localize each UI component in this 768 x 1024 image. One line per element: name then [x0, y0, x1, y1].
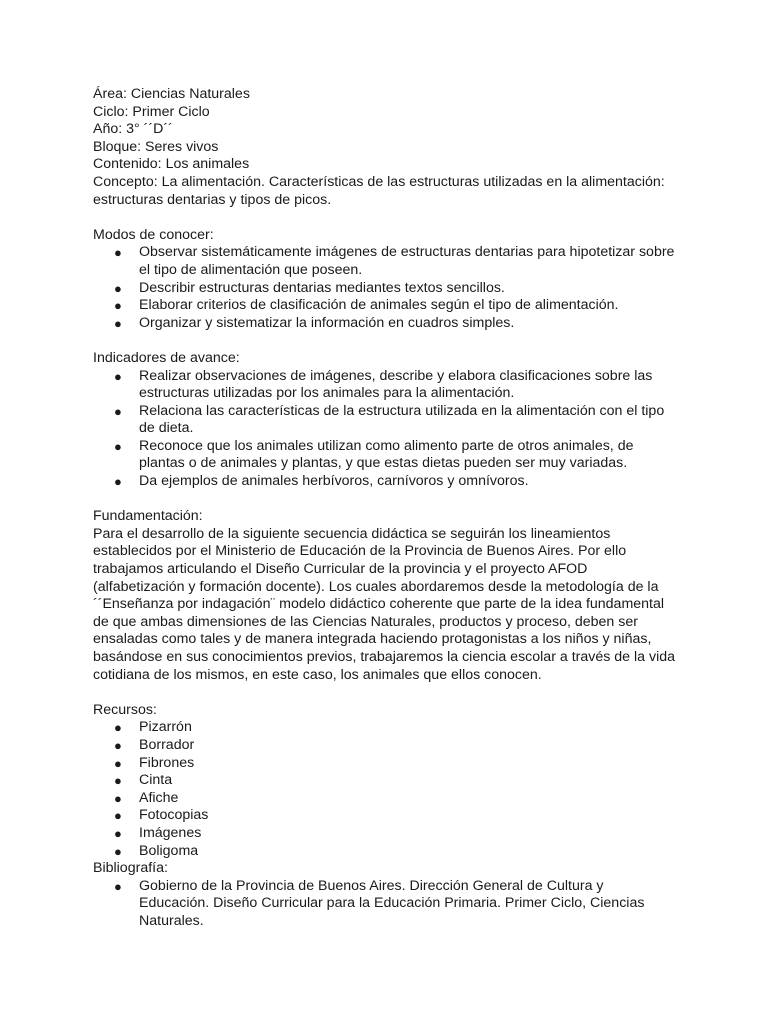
list-item-text: Fotocopias — [139, 807, 209, 824]
list-item-text: Realizar observaciones de imágenes, describe y elabora clasificaciones sobre las — [139, 367, 653, 384]
bullet-icon: ● — [114, 403, 122, 419]
bullet-icon: ● — [114, 808, 122, 824]
concepto-paragraph — [93, 174, 693, 209]
list-item-text: Elaborar criterios de clasificación de animales según el tipo de alimentación. — [139, 297, 619, 314]
list-item — [93, 403, 693, 438]
list-item-text: Organizar y sistematizar la información en cuadros simples. — [139, 314, 515, 331]
paragraph-line: (alfabetización y formación docente). Los cuales abordaremos desde la metodología de la — [93, 578, 659, 595]
paragraph-line: cotidiana de los mismos, en este caso, los animales que ellos conocen. — [93, 666, 542, 683]
paragraph-line: trabajamos articulando el Diseño Curricular de la provincia y el proyecto AFOD — [93, 561, 588, 578]
list-item-text: Boligoma — [139, 842, 199, 859]
list-item-text: Relaciona las características de la estructura utilizada en la alimentación con el tipo — [139, 402, 665, 419]
list-item — [93, 280, 693, 298]
list-item — [93, 438, 693, 473]
bullet-icon: ● — [114, 315, 122, 331]
list-item — [93, 244, 693, 279]
bullet-icon: ● — [114, 280, 122, 296]
list-item — [93, 737, 693, 755]
modos-heading: Modos de conocer: — [93, 226, 214, 243]
bullet-icon: ● — [114, 438, 122, 454]
concepto-line: Concepto: La alimentación. Características de las estructuras utilizadas en la alimentación: — [93, 173, 665, 190]
list-item-text: Educación. Diseño Curricular para la Educación Primaria. Primer Ciclo, Ciencias — [139, 895, 645, 912]
list-item-text: estructuras utilizadas por los animales para la alimentación. — [139, 385, 515, 402]
paragraph-line: Para el desarrollo de la siguiente secuencia didáctica se seguirán los lineamientos — [93, 525, 611, 542]
paragraph-line: basándose en sus conocimientos previos, trabajaremos la ciencia escolar a través de la vida — [93, 649, 675, 665]
bullet-icon: ● — [114, 474, 122, 490]
bullet-icon: ● — [114, 245, 122, 261]
list-item-text: Afiche — [139, 789, 179, 806]
document-page — [93, 86, 693, 931]
bullet-icon: ● — [114, 298, 122, 314]
bullet-icon: ● — [114, 368, 122, 384]
list-item — [93, 719, 693, 737]
list-item — [93, 772, 693, 790]
bullet-icon: ● — [114, 825, 122, 841]
list-item-text: Cinta — [139, 772, 173, 789]
recursos-heading: Recursos: — [93, 701, 157, 718]
fundamentacion-heading: Fundamentación: — [93, 508, 203, 525]
paragraph-line: ´´Enseñanza por indagación¨ modelo didáctico coherente que parte de la idea fundamental — [93, 596, 665, 613]
bullet-icon: ● — [114, 737, 122, 753]
list-item — [93, 825, 693, 843]
paragraph-line: ensaladas como tales y de manera integrada haciendo protagonistas a los niños y niñas, — [93, 631, 652, 648]
paragraph-line: establecidos por el Ministerio de Educación de la Provincia de Buenos Aires. Por ello — [93, 543, 627, 560]
list-item — [93, 790, 693, 808]
list-item-text: Describir estructuras dentarias mediantes textos sencillos. — [139, 279, 505, 296]
bloque-line: Bloque: Seres vivos — [93, 138, 219, 155]
list-item-text: Imágenes — [139, 824, 202, 841]
area-line: Área: Ciencias Naturales — [93, 86, 250, 102]
list-item — [93, 368, 693, 403]
fundamentacion-paragraph — [93, 526, 693, 684]
contenido-line: Contenido: Los animales — [93, 156, 250, 173]
bibliografia-list — [93, 878, 693, 931]
concepto-line: estructuras dentarias y tipos de picos. — [93, 191, 332, 208]
list-item — [93, 878, 693, 931]
anio-line: Año: 3° ´´D´´ — [93, 121, 173, 138]
bullet-icon: ● — [114, 878, 122, 894]
bullet-icon: ● — [114, 755, 122, 771]
list-item — [93, 297, 693, 315]
list-item-text: de dieta. — [139, 420, 194, 437]
modos-list — [93, 244, 693, 332]
indicadores-list — [93, 368, 693, 491]
list-item — [93, 315, 693, 333]
list-item-text: Gobierno de la Provincia de Buenos Aires. Dirección General de Cultura y — [139, 877, 604, 894]
list-item-text: plantas o de animales y plantas, y que estas dietas pueden ser muy variadas. — [139, 455, 628, 472]
bibliografia-heading: Bibliografía: — [93, 860, 168, 877]
bullet-icon: ● — [114, 843, 122, 859]
bullet-icon: ● — [114, 773, 122, 789]
list-item-text: Borrador — [139, 736, 195, 753]
list-item — [93, 473, 693, 491]
paragraph-line: de que ambas dimensiones de las Ciencias Naturales, productos y proceso, deben ser — [93, 613, 638, 630]
bullet-icon: ● — [114, 790, 122, 806]
ciclo-line: Ciclo: Primer Ciclo — [93, 103, 210, 120]
list-item-text: Observar sistemáticamente imágenes de estructuras dentarias para hipotetizar sobre — [139, 244, 675, 261]
list-item — [93, 843, 693, 861]
indicadores-heading: Indicadores de avance: — [93, 349, 240, 366]
list-item — [93, 755, 693, 773]
list-item-text: el tipo de alimentación que poseen. — [139, 261, 363, 278]
list-item-text: Naturales. — [139, 912, 204, 929]
list-item-text: Reconoce que los animales utilizan como alimento parte de otros animales, de — [139, 437, 634, 454]
recursos-list — [93, 719, 693, 860]
list-item — [93, 807, 693, 825]
list-item-text: Fibrones — [139, 754, 195, 771]
bullet-icon: ● — [114, 720, 122, 736]
list-item-text: Pizarrón — [139, 719, 192, 736]
list-item-text: Da ejemplos de animales herbívoros, carnívoros y omnívoros. — [139, 473, 529, 490]
